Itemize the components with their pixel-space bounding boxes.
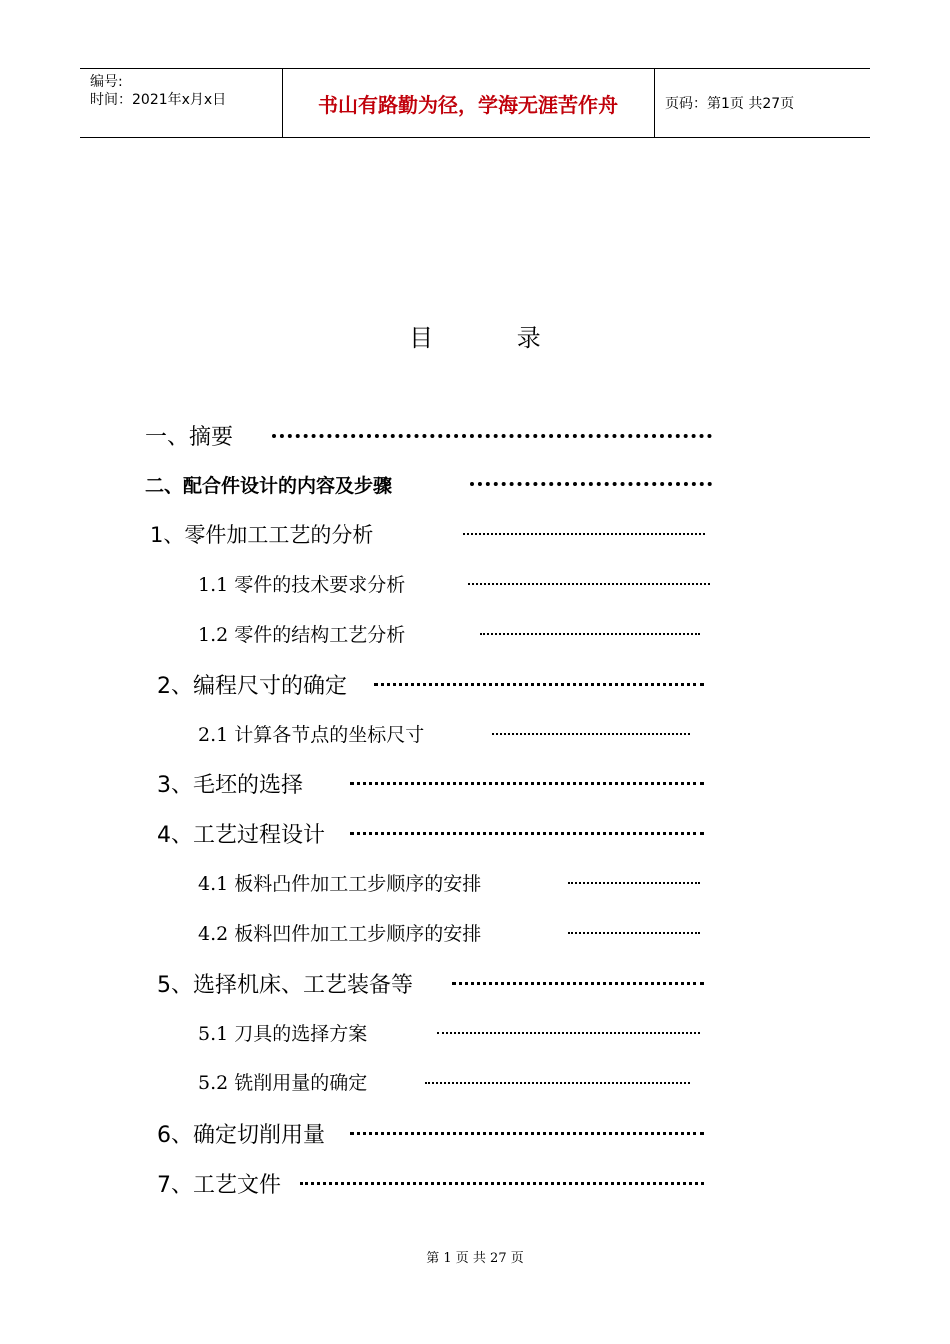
toc-entry: 3、毛坯的选择 <box>157 773 303 798</box>
toc-entry: 2.1 计算各节点的坐标尺寸 <box>198 724 425 746</box>
toc-leader-dots <box>425 1082 690 1084</box>
toc-entry: 4、工艺过程设计 <box>157 823 325 848</box>
header-motto-cell <box>282 69 655 137</box>
toc-leader-dots <box>437 1032 700 1034</box>
toc-leader-dots <box>300 1182 704 1185</box>
toc-leader-dots <box>350 782 704 785</box>
toc-entry: 7、工艺文件 <box>157 1173 281 1198</box>
toc-entry: 5.2 铣削用量的确定 <box>198 1072 368 1094</box>
toc-leader-dots <box>350 1132 704 1135</box>
header-page-cell <box>655 69 870 137</box>
document-header <box>80 68 870 138</box>
toc-leader-dots <box>568 882 700 884</box>
header-motto: 书山有路勤为径，学海无涯苦作舟 <box>318 92 618 117</box>
toc-entry: 4.2 板料凹件加工工步顺序的安排 <box>198 923 482 945</box>
toc-entry: 5、选择机床、工艺装备等 <box>157 973 413 998</box>
toc-leader-dots <box>492 733 690 735</box>
toc-entry: 6、确定切削用量 <box>157 1123 325 1148</box>
header-page-code: 页码：第1页 共27页 <box>665 96 795 112</box>
toc-leader-dots <box>452 982 704 985</box>
toc-leader-dots <box>470 482 712 486</box>
toc-entry: 5.1 刀具的选择方案 <box>198 1023 368 1045</box>
toc-entry: 1.1 零件的技术要求分析 <box>198 574 406 596</box>
toc-leader-dots <box>272 434 712 438</box>
page-footer: 第 1 页 共 27 页 <box>426 1251 524 1266</box>
toc-title: 目 录 <box>409 324 579 352</box>
toc-leader-dots <box>350 832 704 835</box>
toc-leader-dots <box>480 633 700 635</box>
toc-entry: 4.1 板料凸件加工工步顺序的安排 <box>198 873 482 895</box>
toc-entry: 1.2 零件的结构工艺分析 <box>198 624 406 646</box>
document-date-label: 时间：2021年x月x日 <box>90 92 227 108</box>
toc-entry: 1、零件加工工艺的分析 <box>150 523 374 547</box>
document-number-label: 编号: <box>90 74 123 90</box>
toc-entry: 二、配合件设计的内容及步骤 <box>145 475 393 497</box>
toc-leader-dots <box>463 533 705 535</box>
header-meta-cell <box>80 69 283 137</box>
toc-entry: 一、摘要 <box>145 425 234 450</box>
toc-entry: 2、编程尺寸的确定 <box>157 674 347 699</box>
toc-leader-dots <box>568 932 700 934</box>
toc-leader-dots <box>374 683 704 686</box>
toc-leader-dots <box>468 583 710 585</box>
